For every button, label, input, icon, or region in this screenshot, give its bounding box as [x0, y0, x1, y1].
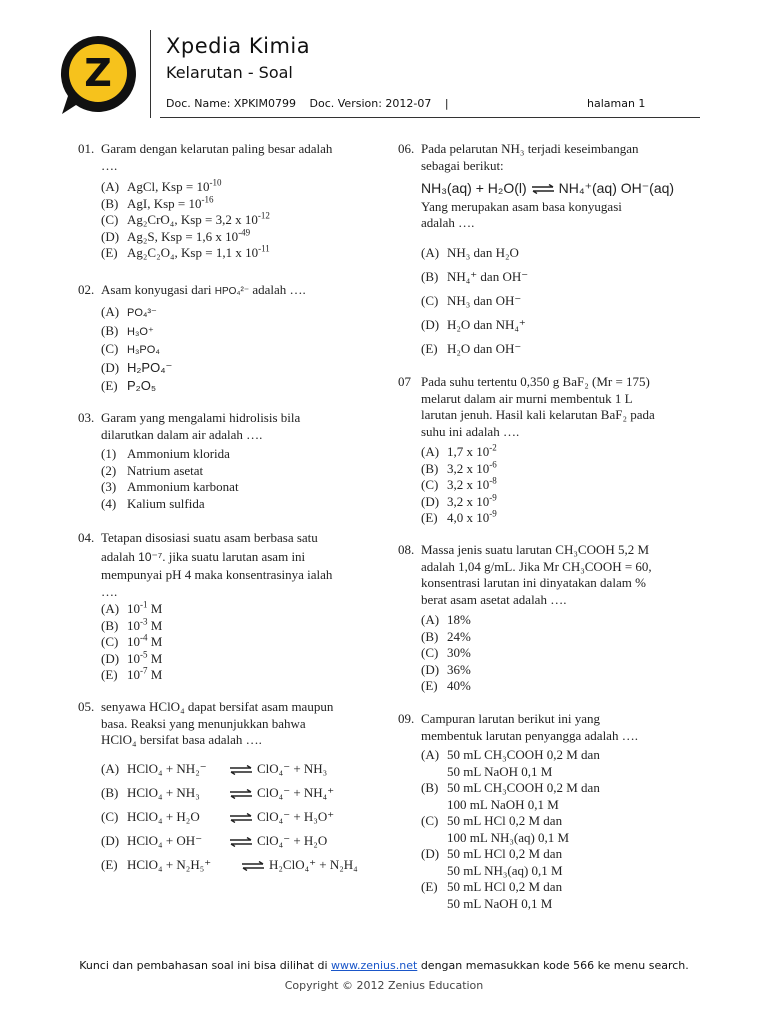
option-c[interactable]: (C) H₃PO₄ — [101, 341, 160, 356]
option-c[interactable]: (C) Ag₂CrO₄, Ksp = 3,2 x $10^{-12}$ — [101, 210, 270, 227]
option-d[interactable]: (D) 3,2 x $10^{-9}$ — [421, 492, 497, 509]
question-number: 09. — [398, 711, 415, 726]
page-title: Xpedia Kimia — [166, 34, 311, 58]
option-e[interactable]: (E) 40% — [421, 678, 471, 693]
option-e[interactable]: (E) $10^{-7}$ M — [101, 665, 163, 682]
question-text: Pada suhu tertentu 0,350 g BaF₂ (Mr = 175) melarut dalam air murni membentuk 1 L larutan jenuh. Hasil kali kelarutan BaF₂ pada suhu ini adalah …. — [421, 374, 655, 439]
species-formula: HPO₄²⁻ — [214, 286, 250, 297]
page-number: halaman 1 — [587, 97, 646, 110]
question-text: Massa jenis suatu larutan CH₃COOH 5,2 M adalah 1,04 g/mL. Jika Mr CH₃COOH = 60, konsentrasi larutan ini dinyatakan dalam % berat asam asetat adalah …. — [421, 542, 652, 607]
doc-version: Doc. Version: 2012-07 — [309, 97, 432, 110]
options — [101, 179, 270, 262]
options — [421, 612, 471, 695]
option-b[interactable]: (B) 24% — [421, 628, 471, 644]
question-number: 02. — [78, 282, 95, 297]
option-a[interactable]: (A) 1,7 x $10^{-2}$ — [421, 442, 497, 459]
option-b[interactable]: (B) 3,2 x $10^{-6}$ — [421, 459, 497, 476]
options — [101, 446, 239, 512]
option-a[interactable]: (A) 18% — [421, 612, 471, 627]
question-text: Asam konyugasi dari HPO₄²⁻ adalah …. — [101, 282, 306, 297]
option-d[interactable]: (D) H₂O dan NH₄⁺ — [421, 317, 526, 332]
option-b[interactable]: (B) $10^{-3}$ M — [101, 616, 163, 633]
option-c[interactable]: (C) $10^{-4}$ M — [101, 632, 163, 649]
option-b[interactable]: (B) NH₄⁺ dan OH⁻ — [421, 269, 529, 284]
option-a[interactable]: (A) HClO₄ + NH₂⁻ ClO₄⁻ + NH₃ — [101, 761, 328, 776]
zenius-logo — [56, 32, 140, 116]
option-c[interactable]: (C) 50 mL HCl 0,2 M dan 100 mL NH₃(aq) 0,1 M — [421, 813, 570, 845]
question-number: 01. — [78, 141, 95, 156]
option-c[interactable]: (C) 3,2 x $10^{-8}$ — [421, 475, 497, 492]
question-text: Campuran larutan berikut ini yang membentuk larutan penyangga adalah …. — [421, 711, 638, 743]
equilibrium-arrow-icon — [229, 765, 253, 775]
copyright: Copyright © 2012 Zenius Education — [284, 979, 484, 992]
option-b[interactable]: (B) HClO₄ + NH₃ ClO₄⁻ + NH₄⁺ — [101, 785, 335, 800]
question-number: 08. — [398, 542, 415, 557]
option-d[interactable]: (D) HClO₄ + OH⁻ ClO₄⁻ + H₂O — [101, 833, 328, 848]
question-number: 07 — [398, 374, 411, 389]
option-e[interactable]: (E) 50 mL HCl 0,2 M dan 50 mL NaOH 0,1 M — [421, 879, 563, 911]
option-d[interactable]: (D) H₂PO₄⁻ — [101, 359, 173, 375]
option-2[interactable]: (2) Natrium asetat — [101, 462, 204, 478]
option-c[interactable]: (C) 30% — [421, 645, 471, 660]
option-b[interactable]: (B) H₃O⁺ — [101, 322, 154, 338]
question-text: Tetapan disosiasi suatu asam berbasa satu adalah 10⁻⁷. jika suatu larutan asam ini mempunyai pH 4 maka konsentrasinya ialah …. — [101, 530, 333, 599]
option-e[interactable]: (E) P₂O₅ — [101, 378, 157, 393]
option-c[interactable]: (C) HClO₄ + H₂O ClO₄⁻ + H₃O⁺ — [101, 809, 335, 824]
header-divider — [150, 30, 151, 118]
question-text: senyawa HClO₄ dapat bersifat asam maupun basa. Reaksi yang menunjukkan bahwa HClO₄ bersifat basa adalah …. — [101, 699, 334, 747]
option-e[interactable]: (E) Ag₂C₂O₄, Ksp = 1,1 x $10^{-11}$ — [101, 243, 270, 260]
option-b[interactable]: (B) AgI, Ksp = $10^{-16}$ — [101, 194, 214, 211]
question-number: 04. — [78, 530, 95, 545]
option-a[interactable]: (A) NH₃ dan H₂O — [421, 245, 519, 260]
options — [421, 444, 497, 527]
option-d[interactable]: (D) 50 mL HCl 0,2 M dan 50 mL NH₃(aq) 0,1 M — [421, 846, 563, 878]
option-a[interactable]: (A) 50 mL CH₃COOH 0,2 M dan 50 mL NaOH 0,1 M — [421, 747, 600, 779]
option-a[interactable]: (A) $10^{-1}$ M — [101, 599, 163, 616]
option-d[interactable]: (D) Ag₂S, Ksp = 1,6 x $10^{-49}$ — [101, 227, 251, 244]
options — [421, 245, 528, 365]
option-e[interactable]: (E) H₂O dan OH⁻ — [421, 341, 522, 356]
question-number: 03. — [78, 410, 95, 425]
header-rule — [160, 117, 700, 118]
option-3[interactable]: (3) Ammonium karbonat — [101, 479, 239, 494]
option-d[interactable]: (D) 36% — [421, 661, 471, 677]
options — [101, 304, 172, 397]
equilibrium-equation: NH₃(aq) + H₂O(l) NH₄⁺(aq) OH⁻(aq) — [421, 180, 675, 196]
equilibrium-arrow-icon — [229, 789, 253, 799]
question-text: Garam dengan kelarutan paling besar adalah …. — [101, 141, 333, 173]
option-a[interactable]: (A) AgCl, Ksp = $10^{-10}$ — [101, 177, 222, 194]
question-number: 05. — [78, 699, 95, 714]
options — [101, 601, 162, 684]
equilibrium-arrow-icon — [229, 837, 253, 847]
page-subtitle: Kelarutan - Soal — [166, 63, 293, 82]
option-e[interactable]: (E) HClO₄ + N₂H₅⁺ H₂ClO₄⁺ + N₂H₄ — [101, 857, 358, 872]
option-d[interactable]: (D) $10^{-5}$ M — [101, 649, 163, 666]
option-c[interactable]: (C) NH₃ dan OH⁻ — [421, 293, 522, 308]
equilibrium-arrow-icon — [531, 184, 555, 194]
question-text: Garam yang mengalami hidrolisis bila dilarutkan dalam air adalah …. — [101, 410, 301, 442]
options — [101, 761, 358, 881]
doc-separator: | — [444, 97, 449, 110]
equilibrium-arrow-icon — [241, 861, 265, 871]
footer-note: Kunci dan pembahasan soal ini bisa dilihat di www.zenius.net dengan memasukkan kode 566 ke menu search. — [79, 959, 689, 972]
doc-name: Doc. Name: XPKIM0799 — [166, 97, 297, 110]
option-a[interactable]: (A) PO₄³⁻ — [101, 304, 157, 319]
zenius-link[interactable]: www.zenius.net — [331, 959, 418, 972]
equilibrium-arrow-icon — [229, 813, 253, 823]
option-4[interactable]: (4) Kalium sulfida — [101, 495, 205, 511]
question-number: 06. — [398, 141, 415, 156]
option-1[interactable]: (1) Ammonium klorida — [101, 446, 230, 461]
options — [421, 747, 600, 912]
doc-info — [166, 97, 459, 110]
option-e[interactable]: (E) 4,0 x $10^{-9}$ — [421, 508, 497, 525]
option-b[interactable]: (B) 50 mL CH₃COOH 0,2 M dan 100 mL NaOH 0,1 M — [421, 780, 600, 812]
question-text: Pada pelarutan NH₃ terjadi keseimbangan sebagai berikut: NH₃(aq) + H₂O(l) NH₄⁺(aq) OH⁻(aq) Yang merupakan asam basa konyugasi adalah …. — [421, 141, 701, 232]
logo-letter: Z — [84, 51, 112, 95]
